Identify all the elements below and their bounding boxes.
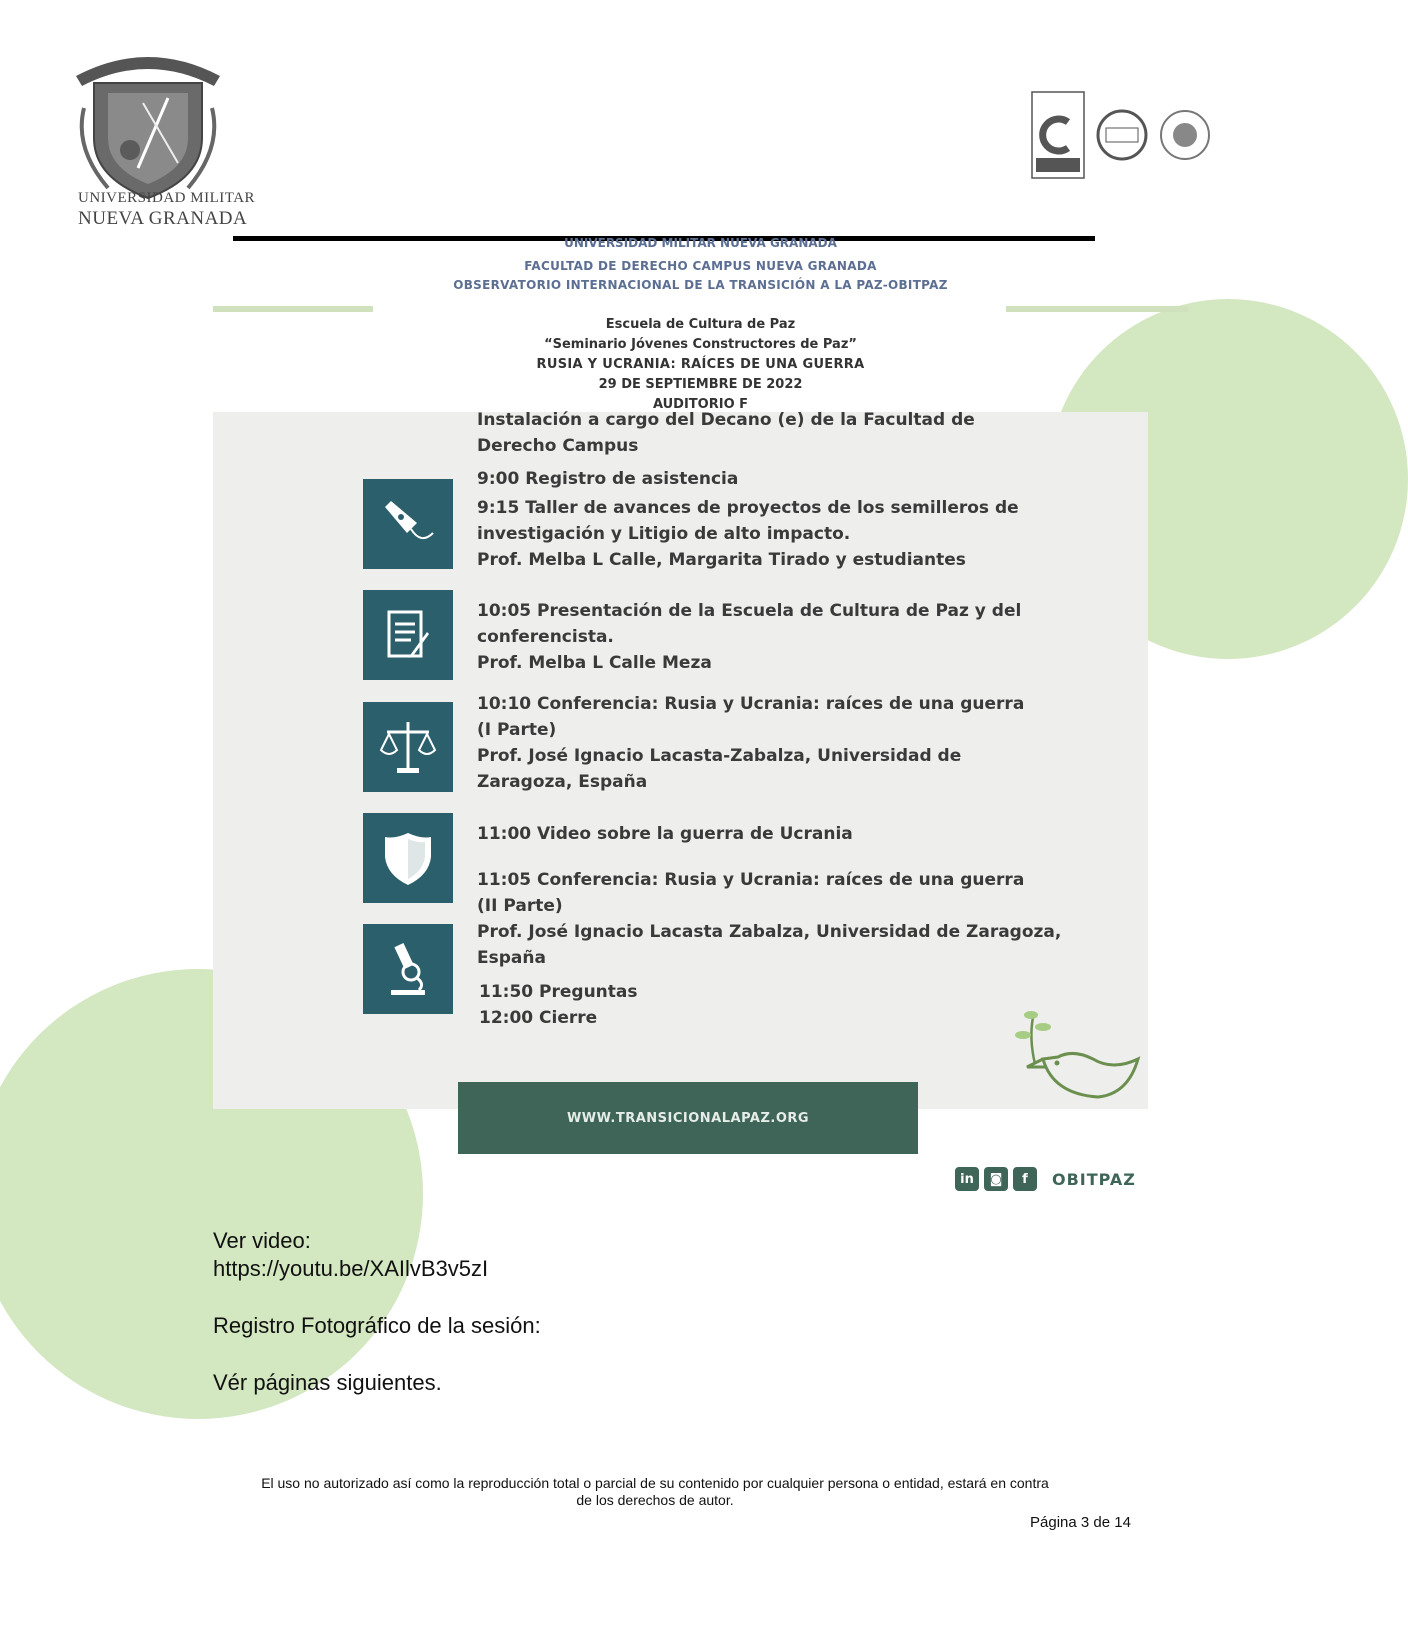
photo-record-label: Registro Fotográfico de la sesión: (213, 1313, 541, 1338)
schedule-line: 9:00 Registro de asistencia (477, 469, 739, 489)
schedule-line: España (477, 948, 546, 968)
website-url: WWW.TRANSICIONALAPAZ.ORG (566, 1110, 810, 1126)
schedule-line: 10:05 Presentación de la Escuela de Cultura de Paz y del (477, 601, 1022, 621)
decor-bar-left (213, 306, 373, 312)
linkedin-icon: in (955, 1167, 979, 1191)
schedule-line: Prof. José Ignacio Lacasta-Zabalza, Universidad de (477, 746, 962, 766)
schedule-line: (II Parte) (477, 896, 563, 916)
flyer-faculty: FACULTAD DE DERECHO CAMPUS NUEVA GRANADA (524, 259, 877, 273)
flyer-university: UNIVERSIDAD MILITAR NUEVA GRANADA (564, 236, 837, 250)
event-school: Escuela de Cultura de Paz (605, 317, 796, 332)
facebook-icon: f (1013, 1167, 1037, 1191)
document-edit-icon (363, 590, 453, 680)
university-name-line2: NUEVA GRANADA (78, 208, 248, 229)
flyer-observatory: OBSERVATORIO INTERNACIONAL DE LA TRANSICIÓN A LA PAZ-OBITPAZ (453, 278, 948, 292)
pen-nib-icon (363, 479, 453, 569)
copyright-line1: El uso no autorizado así como la reproducción total o parcial de su contenido por cualquier persona o entidad, estará en contra (261, 1475, 1049, 1491)
schedule-line: investigación y Litigio de alto impacto. (477, 524, 851, 544)
schedule-line: (I Parte) (477, 720, 557, 740)
social-handle: OBITPAZ (1052, 1169, 1136, 1189)
instagram-icon: ◙ (984, 1167, 1008, 1191)
microscope-icon (363, 924, 453, 1014)
university-name-line1: UNIVERSIDAD MILITAR (78, 190, 256, 206)
schedule-line: conferencista. (477, 627, 614, 647)
video-link[interactable]: https://youtu.be/XAIlvB3v5zI (213, 1256, 489, 1281)
schedule-line: Prof. Melba L Calle Meza (477, 653, 712, 673)
page-number: Página 3 de 14 (1030, 1514, 1131, 1531)
copyright-notice (180, 1475, 1130, 1509)
schedule-line: Prof. Melba L Calle, Margarita Tirado y estudiantes (477, 550, 966, 570)
event-flyer (213, 236, 1188, 1199)
event-seminar: “Seminario Jóvenes Constructores de Paz” (544, 337, 857, 352)
schedule-line: Prof. José Ignacio Lacasta Zabalza, Universidad de Zaragoza, (477, 922, 1062, 942)
decor-bar-right (1006, 306, 1188, 312)
video-label: Ver video: (213, 1228, 311, 1253)
shield-icon (363, 813, 453, 903)
certification-logos (1030, 90, 1215, 190)
schedule-line: Derecho Campus (477, 436, 639, 456)
schedule-line: 11:50 Preguntas (479, 982, 638, 1002)
dove-icon (1013, 1009, 1143, 1104)
event-date: 29 DE SEPTIEMBRE DE 2022 (598, 377, 803, 392)
schedule-line: 9:15 Taller de avances de proyectos de los semilleros de (477, 498, 1019, 518)
event-title: RUSIA Y UCRANIA: RAÍCES DE UNA GUERRA (536, 357, 865, 372)
website-banner (458, 1082, 918, 1154)
next-pages-note: Vér páginas siguientes. (213, 1370, 442, 1395)
schedule-line: Instalación a cargo del Decano (e) de la Facultad de (477, 410, 975, 430)
schedule-line: Zaragoza, España (477, 772, 648, 792)
schedule-line: 11:00 Video sobre la guerra de Ucrania (477, 824, 853, 844)
copyright-line2: de los derechos de autor. (576, 1492, 734, 1508)
schedule-line: 11:05 Conferencia: Rusia y Ucrania: raíces de una guerra (477, 870, 1025, 890)
event-place: AUDITORIO F (652, 397, 749, 412)
social-links (955, 1164, 1136, 1194)
scales-icon (363, 702, 453, 792)
schedule-line: 10:10 Conferencia: Rusia y Ucrania: raíces de una guerra (477, 694, 1025, 714)
schedule-line: 12:00 Cierre (479, 1008, 598, 1028)
